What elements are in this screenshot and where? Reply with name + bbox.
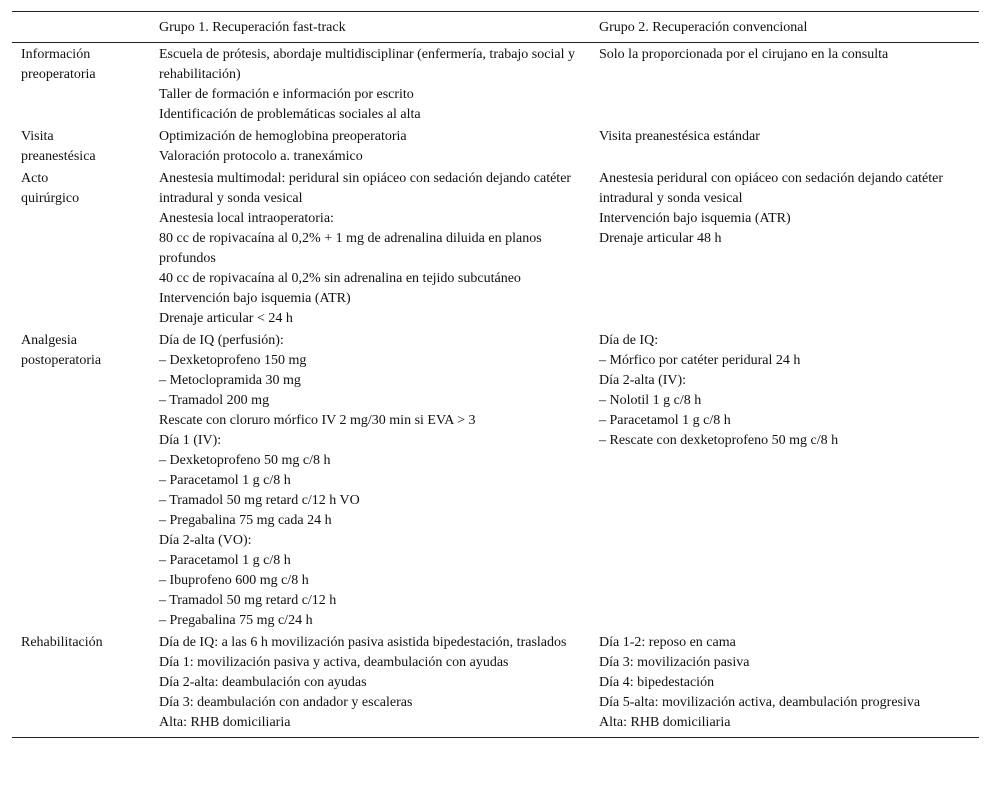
group-2-cell-line: Día de IQ: xyxy=(599,333,659,348)
header-group-2: Grupo 2. Recuperación convencional xyxy=(590,12,979,43)
group-1-cell-line: Intervención bajo isquemia (ATR) xyxy=(159,291,351,306)
group-2-cell-line: Intervención bajo isquemia (ATR) xyxy=(599,211,791,226)
group-2-cell-line: Día 4: bipedestación xyxy=(599,675,715,690)
group-2-cell-line: Día 3: movilización pasiva xyxy=(599,655,750,670)
table-row xyxy=(12,43,979,126)
group-2-cell-line: Drenaje articular 48 h xyxy=(599,231,722,246)
row-label xyxy=(12,631,150,738)
row-label-line: preanestésica xyxy=(21,149,96,164)
group-1-cell-line: Rescate con cloruro mórfico IV 2 mg/30 min si EVA > 3 xyxy=(159,413,476,428)
group-1-cell xyxy=(150,43,590,126)
group-1-cell-line: – Tramadol 50 mg retard c/12 h VO xyxy=(159,493,360,508)
group-1-cell-line: Día 1 (IV): xyxy=(159,433,222,448)
group-2-cell-line: Solo la proporcionada por el cirujano en la consulta xyxy=(599,47,889,62)
group-2-cell-line: Anestesia peridural con opiáceo con sedación dejando catéter intradural y sonda vesical xyxy=(599,171,944,206)
group-1-cell-line: Valoración protocolo a. tranexámico xyxy=(159,149,363,164)
row-label-line: preoperatoria xyxy=(21,67,96,82)
table-row xyxy=(12,329,979,631)
group-1-cell xyxy=(150,125,590,167)
group-1-cell-line: – Tramadol 200 mg xyxy=(159,393,270,408)
group-1-cell-line: Día 2-alta: deambulación con ayudas xyxy=(159,675,367,690)
row-label-line: postoperatoria xyxy=(21,353,102,368)
group-1-cell-line: – Metoclopramida 30 mg xyxy=(159,373,301,388)
table-row xyxy=(12,167,979,329)
group-1-cell-line: 80 cc de ropivacaína al 0,2% + 1 mg de adrenalina diluida en planos profundos xyxy=(159,231,542,266)
group-1-cell-line: – Paracetamol 1 g c/8 h xyxy=(159,553,291,568)
group-1-cell-line: Taller de formación e información por escrito xyxy=(159,87,414,102)
group-1-cell-line: Día 1: movilización pasiva y activa, deambulación con ayudas xyxy=(159,655,509,670)
row-label-line: Acto xyxy=(21,171,49,186)
row-label-line: Visita xyxy=(21,129,54,144)
group-1-cell-line: Día de IQ (perfusión): xyxy=(159,333,284,348)
group-1-cell-line: – Dexketoprofeno 150 mg xyxy=(159,353,307,368)
row-label-line: Rehabilitación xyxy=(21,635,103,650)
row-label-line: Analgesia xyxy=(21,333,77,348)
group-2-cell-line: Día 2-alta (IV): xyxy=(599,373,687,388)
group-2-cell xyxy=(590,125,979,167)
group-1-cell xyxy=(150,329,590,631)
group-2-cell-line: – Paracetamol 1 g c/8 h xyxy=(599,413,731,428)
group-2-cell xyxy=(590,43,979,126)
group-1-cell-line: – Ibuprofeno 600 mg c/8 h xyxy=(159,573,309,588)
group-2-cell-line: – Mórfico por catéter peridural 24 h xyxy=(599,353,801,368)
group-1-cell-line: Día de IQ: a las 6 h movilización pasiva asistida bipedestación, traslados xyxy=(159,635,567,650)
group-2-cell-line: Visita preanestésica estándar xyxy=(599,129,760,144)
row-label xyxy=(12,167,150,329)
group-1-cell-line: – Pregabalina 75 mg c/24 h xyxy=(159,613,313,628)
group-2-cell-line: Día 1-2: reposo en cama xyxy=(599,635,736,650)
group-1-cell-line: Escuela de prótesis, abordaje multidisciplinar (enfermería, trabajo social y rehabilitación) xyxy=(159,47,575,82)
group-1-cell-line: Optimización de hemoglobina preoperatoria xyxy=(159,129,407,144)
group-2-cell xyxy=(590,631,979,738)
table-header-row xyxy=(12,12,979,43)
table-row xyxy=(12,125,979,167)
protocol-comparison-table xyxy=(12,11,979,738)
group-1-cell-line: – Paracetamol 1 g c/8 h xyxy=(159,473,291,488)
group-1-cell-line: Identificación de problemáticas sociales al alta xyxy=(159,107,421,122)
group-1-cell xyxy=(150,167,590,329)
row-label xyxy=(12,329,150,631)
header-group-1: Grupo 1. Recuperación fast-track xyxy=(150,12,590,43)
group-2-cell-line: – Nolotil 1 g c/8 h xyxy=(599,393,702,408)
row-label xyxy=(12,43,150,126)
group-1-cell-line: Anestesia local intraoperatoria: xyxy=(159,211,334,226)
group-1-cell xyxy=(150,631,590,738)
row-label-line: Información xyxy=(21,47,91,62)
group-2-cell xyxy=(590,167,979,329)
group-1-cell-line: Alta: RHB domiciliaria xyxy=(159,715,291,730)
group-2-cell-line: – Rescate con dexketoprofeno 50 mg c/8 h xyxy=(599,433,839,448)
group-1-cell-line: – Pregabalina 75 mg cada 24 h xyxy=(159,513,332,528)
table-row xyxy=(12,631,979,738)
group-1-cell-line: Día 3: deambulación con andador y escaleras xyxy=(159,695,413,710)
group-1-cell-line: Día 2-alta (VO): xyxy=(159,533,252,548)
group-1-cell-line: 40 cc de ropivacaína al 0,2% sin adrenalina en tejido subcutáneo xyxy=(159,271,521,286)
row-label-line: quirúrgico xyxy=(21,191,80,206)
group-1-cell-line: – Dexketoprofeno 50 mg c/8 h xyxy=(159,453,331,468)
group-1-cell-line: Drenaje articular < 24 h xyxy=(159,311,293,326)
table-body xyxy=(12,43,979,738)
row-label xyxy=(12,125,150,167)
group-1-cell-line: Anestesia multimodal: peridural sin opiáceo con sedación dejando catéter intradural y sonda vesical xyxy=(159,171,572,206)
group-1-cell-line: – Tramadol 50 mg retard c/12 h xyxy=(159,593,337,608)
group-2-cell-line: Alta: RHB domiciliaria xyxy=(599,715,731,730)
header-empty-cell xyxy=(12,12,150,43)
group-2-cell xyxy=(590,329,979,631)
group-2-cell-line: Día 5-alta: movilización activa, deambulación progresiva xyxy=(599,695,921,710)
